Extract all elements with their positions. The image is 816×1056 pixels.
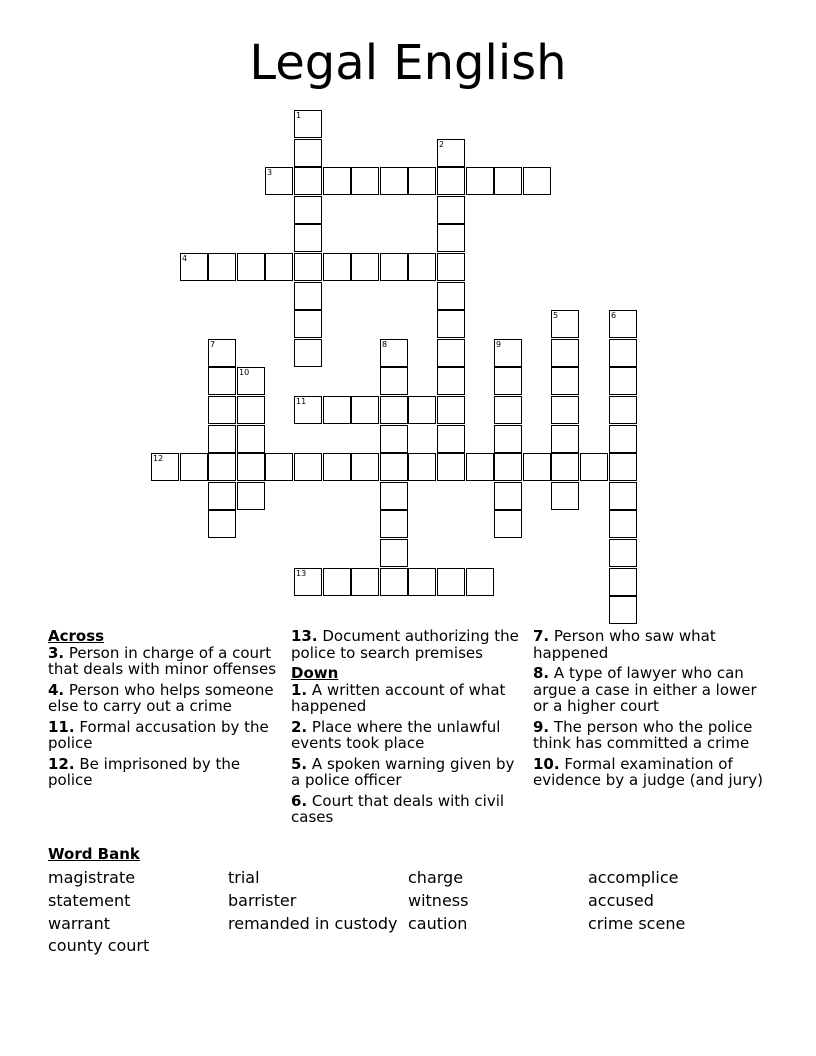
crossword-cell[interactable]	[523, 167, 551, 195]
crossword-cell[interactable]	[551, 367, 579, 395]
crossword-cell[interactable]	[265, 167, 293, 195]
word-bank-item: remanded in custody	[228, 914, 398, 933]
crossword-cell[interactable]	[208, 425, 236, 453]
clue-number: 13.	[291, 627, 318, 645]
word-bank-item: caution	[408, 914, 468, 933]
clue-number: 1.	[291, 680, 308, 699]
crossword-cell[interactable]	[208, 253, 236, 281]
crossword-cell[interactable]	[294, 453, 322, 481]
down-heading: Down	[291, 664, 339, 682]
across-heading: Across	[48, 627, 105, 645]
crossword-cell[interactable]	[294, 396, 322, 424]
cell-number: 8	[382, 340, 388, 349]
crossword-cell[interactable]	[609, 453, 637, 481]
cell-number: 4	[182, 254, 188, 263]
crossword-cell[interactable]	[208, 339, 236, 367]
clue-number: 9.	[533, 717, 550, 736]
word-bank-item: accused	[588, 891, 654, 910]
crossword-cell[interactable]	[551, 396, 579, 424]
clue-number: 11.	[48, 717, 75, 736]
crossword-cell[interactable]	[609, 396, 637, 424]
down-clue	[533, 719, 773, 752]
down-clue	[291, 756, 523, 789]
crossword-cell[interactable]	[551, 310, 579, 338]
clue-text: The person who the police think has committed a crime	[533, 717, 753, 752]
word-bank-item: warrant	[48, 914, 110, 933]
crossword-cell[interactable]	[494, 367, 522, 395]
crossword-cell[interactable]	[466, 167, 494, 195]
word-bank-item: accomplice	[588, 868, 679, 887]
crossword-cell[interactable]	[237, 482, 265, 510]
crossword-cell[interactable]	[437, 282, 465, 310]
clue-number: 7.	[533, 627, 550, 645]
crossword-cell[interactable]	[408, 453, 436, 481]
crossword-cell[interactable]	[437, 196, 465, 224]
clue-text: Court that deals with civil cases	[291, 791, 505, 826]
clues-column-1	[48, 628, 278, 793]
crossword-cell[interactable]	[380, 539, 408, 567]
clue-text: Formal examination of evidence by a judge (and jury)	[533, 754, 764, 789]
cell-number: 13	[296, 569, 307, 578]
clue-text: Person who helps someone else to carry out a crime	[48, 680, 274, 715]
word-bank-item: trial	[228, 868, 260, 887]
crossword-cell[interactable]	[408, 396, 436, 424]
cell-number: 1	[296, 111, 302, 120]
crossword-cell[interactable]	[294, 568, 322, 596]
crossword-cell[interactable]	[323, 568, 351, 596]
down-clue	[291, 719, 523, 752]
crossword-cell[interactable]	[494, 339, 522, 367]
down-clue	[533, 628, 773, 661]
crossword-cell[interactable]	[294, 253, 322, 281]
across-clue	[48, 756, 278, 789]
word-bank-item: barrister	[228, 891, 297, 910]
crossword-cell[interactable]	[437, 139, 465, 167]
down-clue	[533, 665, 773, 715]
crossword-cell[interactable]	[380, 453, 408, 481]
crossword-cell[interactable]	[351, 453, 379, 481]
clue-number: 10.	[533, 754, 560, 773]
crossword-cell[interactable]	[551, 453, 579, 481]
crossword-cell[interactable]	[237, 367, 265, 395]
crossword-cell[interactable]	[294, 282, 322, 310]
crossword-cell[interactable]	[294, 196, 322, 224]
crossword-cell[interactable]	[208, 367, 236, 395]
crossword-cell[interactable]	[323, 253, 351, 281]
across-clue	[48, 682, 278, 715]
crossword-cell[interactable]	[609, 568, 637, 596]
down-clue	[533, 756, 773, 789]
crossword-cell[interactable]	[380, 367, 408, 395]
cell-number: 9	[496, 340, 502, 349]
clue-text: A written account of what happened	[291, 680, 506, 715]
crossword-cell[interactable]	[208, 453, 236, 481]
crossword-cell[interactable]	[294, 110, 322, 138]
crossword-cell[interactable]	[408, 253, 436, 281]
crossword-cell[interactable]	[523, 453, 551, 481]
crossword-cell[interactable]	[351, 396, 379, 424]
crossword-cell[interactable]	[437, 310, 465, 338]
cell-number: 6	[611, 311, 617, 320]
clue-text: Formal accusation by the police	[48, 717, 269, 752]
crossword-cell[interactable]	[494, 453, 522, 481]
crossword-cell[interactable]	[437, 453, 465, 481]
down-clue	[291, 682, 523, 715]
crossword-cell[interactable]	[294, 339, 322, 367]
crossword-cell[interactable]	[380, 568, 408, 596]
cell-number: 5	[553, 311, 559, 320]
crossword-cell[interactable]	[437, 167, 465, 195]
clue-text: Person who saw what happened	[533, 627, 716, 662]
crossword-cell[interactable]	[294, 139, 322, 167]
crossword-cell[interactable]	[208, 510, 236, 538]
crossword-cell[interactable]	[237, 396, 265, 424]
crossword-cell[interactable]	[494, 482, 522, 510]
clue-number: 8.	[533, 664, 550, 682]
crossword-cell[interactable]	[180, 453, 208, 481]
crossword-cell[interactable]	[294, 310, 322, 338]
crossword-cell[interactable]	[151, 453, 179, 481]
crossword-cell[interactable]	[609, 539, 637, 567]
clue-number: 12.	[48, 754, 75, 773]
crossword-cell[interactable]	[551, 339, 579, 367]
crossword-cell[interactable]	[466, 568, 494, 596]
cell-number: 10	[239, 368, 250, 377]
crossword-cell[interactable]	[237, 253, 265, 281]
word-bank-item: county court	[48, 936, 150, 955]
clue-text: A spoken warning given by a police officer	[291, 754, 515, 789]
across-clue	[291, 628, 523, 661]
crossword-cell[interactable]	[323, 396, 351, 424]
clue-text: Be imprisoned by the police	[48, 754, 241, 789]
cell-number: 7	[210, 340, 216, 349]
crossword-cell[interactable]	[294, 167, 322, 195]
word-bank-item: crime scene	[588, 914, 686, 933]
crossword-cell[interactable]	[494, 167, 522, 195]
crossword-cell[interactable]	[380, 482, 408, 510]
crossword-cell[interactable]	[437, 224, 465, 252]
crossword-cell[interactable]	[494, 425, 522, 453]
word-bank-item: witness	[408, 891, 469, 910]
crossword-cell[interactable]	[408, 167, 436, 195]
crossword-cell[interactable]	[609, 367, 637, 395]
clue-text: Person in charge of a court that deals with minor offenses	[48, 643, 277, 678]
crossword-cell[interactable]	[351, 167, 379, 195]
clue-number: 4.	[48, 680, 65, 699]
crossword-cell[interactable]	[437, 367, 465, 395]
crossword-cell[interactable]	[551, 482, 579, 510]
word-bank-item: charge	[408, 868, 464, 887]
crossword-cell[interactable]	[294, 224, 322, 252]
crossword-cell[interactable]	[609, 510, 637, 538]
crossword-cell[interactable]	[208, 482, 236, 510]
crossword-cell[interactable]	[208, 396, 236, 424]
clue-text: A type of lawyer who can argue a case in either a lower or a higher court	[533, 664, 757, 715]
crossword-cell[interactable]	[437, 396, 465, 424]
crossword-cell[interactable]	[265, 253, 293, 281]
crossword-cell[interactable]	[466, 453, 494, 481]
crossword-cell[interactable]	[437, 425, 465, 453]
word-bank-item: magistrate	[48, 868, 136, 887]
clue-number: 3.	[48, 643, 65, 662]
crossword-cell[interactable]	[380, 510, 408, 538]
crossword-cell[interactable]	[237, 453, 265, 481]
crossword-cell[interactable]	[180, 253, 208, 281]
crossword-cell[interactable]	[351, 568, 379, 596]
clue-number: 2.	[291, 717, 308, 736]
clue-number: 5.	[291, 754, 308, 773]
crossword-cell[interactable]	[609, 596, 637, 624]
clue-number: 6.	[291, 791, 308, 810]
across-clue	[48, 719, 278, 752]
crossword-cell[interactable]	[323, 167, 351, 195]
crossword-cell[interactable]	[380, 396, 408, 424]
crossword-cell[interactable]	[494, 396, 522, 424]
cell-number: 11	[296, 397, 307, 406]
crossword-cell[interactable]	[437, 253, 465, 281]
crossword-cell[interactable]	[408, 568, 436, 596]
crossword-cell[interactable]	[380, 425, 408, 453]
clue-text: Document authorizing the police to search premises	[291, 627, 519, 662]
crossword-cell[interactable]	[609, 482, 637, 510]
crossword-cell[interactable]	[437, 339, 465, 367]
down-clue	[291, 793, 523, 826]
clues-column-3	[533, 628, 773, 793]
crossword-cell[interactable]	[551, 425, 579, 453]
across-clue	[48, 645, 278, 678]
cell-number: 3	[267, 168, 273, 177]
clues-column-2	[291, 628, 523, 830]
crossword-cell[interactable]	[351, 253, 379, 281]
crossword-cell[interactable]	[380, 167, 408, 195]
crossword-cell[interactable]	[380, 339, 408, 367]
crossword-cell[interactable]	[323, 453, 351, 481]
crossword-cell[interactable]	[265, 453, 293, 481]
crossword-cell[interactable]	[609, 310, 637, 338]
crossword-cell[interactable]	[609, 425, 637, 453]
cell-number: 2	[439, 140, 445, 149]
cell-number: 12	[153, 454, 164, 463]
crossword-cell[interactable]	[494, 510, 522, 538]
word-bank-heading: Word Bank	[48, 845, 140, 863]
crossword-cell[interactable]	[437, 568, 465, 596]
crossword-cell[interactable]	[380, 253, 408, 281]
clue-text: Place where the unlawful events took place	[291, 717, 501, 752]
page-title: Legal English	[249, 35, 567, 91]
crossword-cell[interactable]	[609, 339, 637, 367]
word-bank-item: statement	[48, 891, 131, 910]
crossword-cell[interactable]	[580, 453, 608, 481]
crossword-cell[interactable]	[237, 425, 265, 453]
